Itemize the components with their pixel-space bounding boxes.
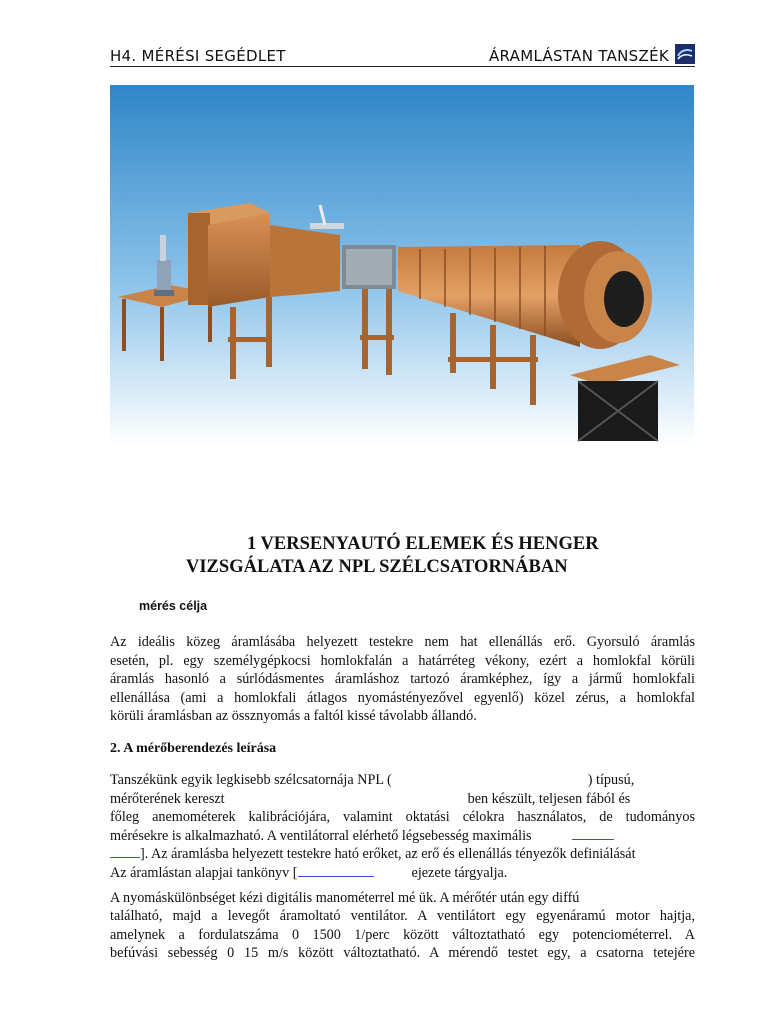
equipment-paragraph	[110, 771, 695, 963]
paragraph-line: esetén, pl. egy személygépkocsi homlokfalán a határréteg vékony, ezért a homlokfal körüli	[110, 652, 695, 669]
paragraph-line: Az ideális közeg áramlásába helyezett testekre nem hat ellenállás erő. Gyorsuló áramlás	[110, 634, 695, 650]
wind-tunnel-figure	[110, 85, 694, 445]
paragraph-line: áramlás hasonló a súrlódásmentes áramláshoz tartozó áramképhez, így a jármű homlokfali	[110, 671, 695, 688]
section-2-heading: 2. A mérőberendezés leírása	[110, 741, 277, 756]
wind-tunnel-illustration	[110, 85, 694, 445]
paragraph-line	[110, 827, 695, 846]
paragraph-text: Tanszékünk egyik legkisebb szélcsatornája NPL (	[110, 772, 392, 788]
paragraph-line: főleg anemométerek kalibrációjára, valamint oktatási célokra használatos, de tudományos	[110, 809, 695, 826]
paragraph-text: mérésekre is alkalmazható. A ventilátorral elérhető légsebesség maximális	[110, 827, 532, 844]
paragraph-line	[110, 790, 695, 809]
title-line-2: VIZSGÁLATA AZ NPL SZÉLCSATORNÁBAN	[186, 557, 568, 577]
page-header	[110, 44, 695, 67]
paragraph-text: Az áramlástan alapjai tankönyv [	[110, 864, 298, 881]
paragraph-text: ) típusú,	[587, 772, 635, 788]
paragraph-line: A nyomáskülönbséget kézi digitális manométerrel mé ük. A mérőtér után egy diffú	[110, 889, 580, 906]
header-document-title: H4. MÉRÉSI SEGÉDLET	[110, 47, 286, 65]
department-logo-icon	[675, 44, 695, 64]
intro-paragraph	[110, 633, 695, 726]
citation-blank	[298, 876, 374, 877]
paragraph-line: ellenállása (ami a homlokfali átlagos nyomástényezővel egyenlő) közel zérus, a homlokfal	[110, 689, 695, 706]
paragraph-line	[110, 864, 695, 883]
paragraph-line	[110, 771, 695, 790]
paragraph-line: befúvási sebesség 0 15 m/s között változtatható. A mérendő testet egy, a csatorna tetejére	[110, 945, 695, 962]
citation-blank	[572, 839, 614, 840]
paragraph-text: ejezete tárgyalja.	[411, 864, 508, 881]
paragraph-text: ]. Az áramlásba helyezett testekre ható erőket, az erő és ellenállás tényezők definiálását	[140, 846, 636, 863]
aim-heading: mérés célja	[139, 599, 208, 613]
section-title	[110, 533, 694, 579]
citation-blank	[110, 857, 140, 858]
title-line-1: 1 VERSENYAUTÓ ELEMEK ÉS HENGER	[247, 534, 599, 554]
paragraph-line	[110, 845, 695, 864]
paragraph-text: ben készült, teljesen fából és	[467, 790, 631, 807]
paragraph-line: körüli áramlásban az össznyomás a faltól kissé távolabb állandó.	[110, 708, 477, 725]
paragraph-line: található, majd a levegőt áramoltató ventilátor. A ventilátort egy egyenáramú motor hajtja,	[110, 908, 695, 925]
paragraph-line: amelynek a fordulatszáma 0 1500 1/perc között változtatható egy potenciométerrel. A	[110, 926, 695, 943]
paragraph-text: mérőterének kereszt	[110, 790, 225, 807]
header-department: ÁRAMLÁSTAN TANSZÉK	[488, 47, 669, 65]
